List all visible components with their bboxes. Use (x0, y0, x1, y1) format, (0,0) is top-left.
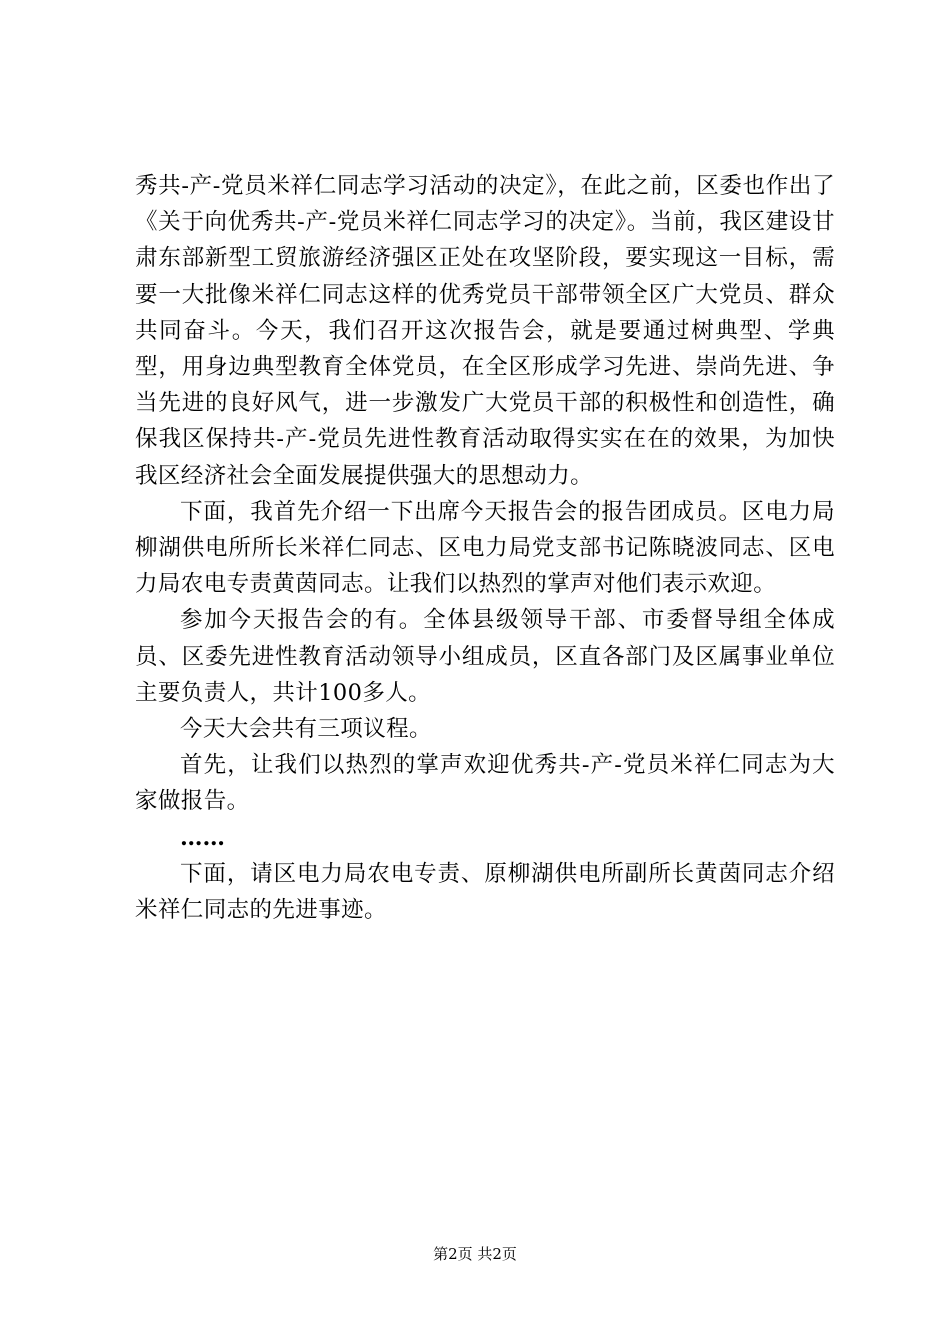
document-body (135, 168, 835, 928)
paragraph-5: 首先，让我们以热烈的掌声欢迎优秀共-产-党员米祥仁同志为大家做报告。 (135, 752, 835, 815)
page-number-footer: 第2页 共2页 (433, 1245, 517, 1263)
paragraph-1: 秀共-产-党员米祥仁同志学习活动的决定》，在此之前，区委也作出了《关于向优秀共-产-党员米祥仁同志学习的决定》。当前，我区建设甘肃东部新型工贸旅游经济强区正处在攻坚阶段，要实现这一目标，需要一大批像米祥仁同志这样的优秀党员干部带领全区广大党员、群众共同奋斗。今天，我们召开这次报告会，就是要通过树典型、学典型，用身边典型教育全体党员，在全区形成学习先进、崇尚先进、争当先进的良好风气，进一步激发广大党员干部的积极性和创造性，确保我区保持共-产-党员先进性教育活动取得实实在在的效果，为加快我区经济社会全面发展提供强大的思想动力。 (135, 173, 835, 489)
paragraph-3: 参加今天报告会的有。全体县级领导干部、市委督导组全体成员、区委先进性教育活动领导小组成员，区直各部门及区属事业单位主要负责人，共计100多人。 (135, 607, 835, 706)
paragraph-2: 下面，我首先介绍一下出席今天报告会的报告团成员。区电力局柳湖供电所所长米祥仁同志、区电力局党支部书记陈晓波同志、区电力局农电专责黄茵同志。让我们以热烈的掌声对他们表示欢迎。 (135, 498, 835, 598)
paragraph-7: 下面，请区电力局农电专责、原柳湖供电所副所长黄茵同志介绍米祥仁同志的先进事迹。 (135, 860, 835, 924)
paragraph-4: 今天大会共有三项议程。 (180, 716, 432, 743)
ellipsis-line: …… (180, 824, 225, 851)
